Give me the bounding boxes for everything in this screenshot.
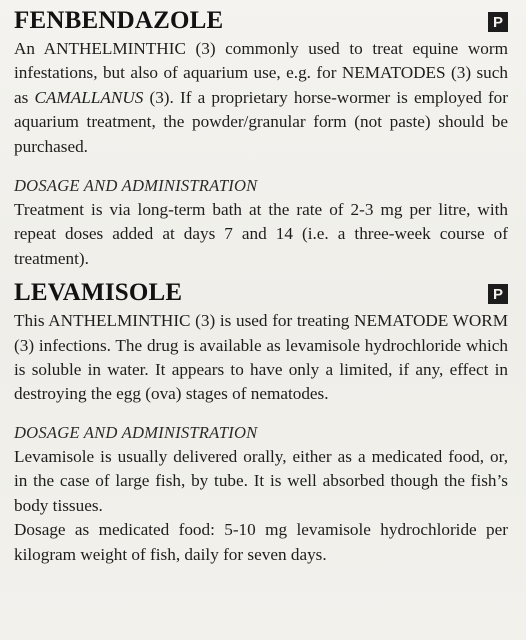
dosage-heading: DOSAGE AND ADMINISTRATION <box>14 422 258 442</box>
prescription-badge-icon: P <box>488 12 508 32</box>
description-text: An ANTHELMINTHIC (3) commonly used to treat equine worm infestations, but also of aquarium use, e.g. for NEMATODES (3) such as <box>14 39 508 107</box>
dosage-text: Levamisole is usually delivered orally, either as a medicated food, or, in the case of large fish, by tube. It is well absorbed though the fish’s body tissues. <box>14 446 508 515</box>
entry-title: FENBENDAZOLE <box>14 7 224 34</box>
entry-header <box>14 278 508 308</box>
entry-description: This ANTHELMINTHIC (3) is used for treating NEMATODE WORM (3) infections. The drug is available as levamisole hydrochloride which is soluble in water. It appears to have only a limited, if any, effect in destroying the egg (ova) stages of nematodes. <box>14 311 508 404</box>
description-italic-term: CAMALLANUS <box>34 87 144 107</box>
entry-fenbendazole <box>14 6 508 271</box>
entry-header <box>14 6 508 36</box>
dosage-text: Dosage as medicated food: 5-10 mg levamisole hydrochloride per kilogram weight of fish, daily for seven days. <box>14 520 508 564</box>
dosage-text: Treatment is via long-term bath at the rate of 2-3 mg per litre, with repeat doses added at days 7 and 14 (i.e. a three-week course of treatment). <box>14 200 508 268</box>
prescription-badge-icon: P <box>488 284 508 304</box>
entry-title: LEVAMISOLE <box>14 279 183 307</box>
entry-levamisole <box>14 278 508 567</box>
entry-description <box>14 37 508 159</box>
dosage-heading: DOSAGE AND ADMINISTRATION <box>14 176 258 196</box>
description-text-end: (3). If a proprietary horse-wormer is employed for aquarium treatment, the powder/granular form (not paste) should be purchased. <box>14 87 508 156</box>
